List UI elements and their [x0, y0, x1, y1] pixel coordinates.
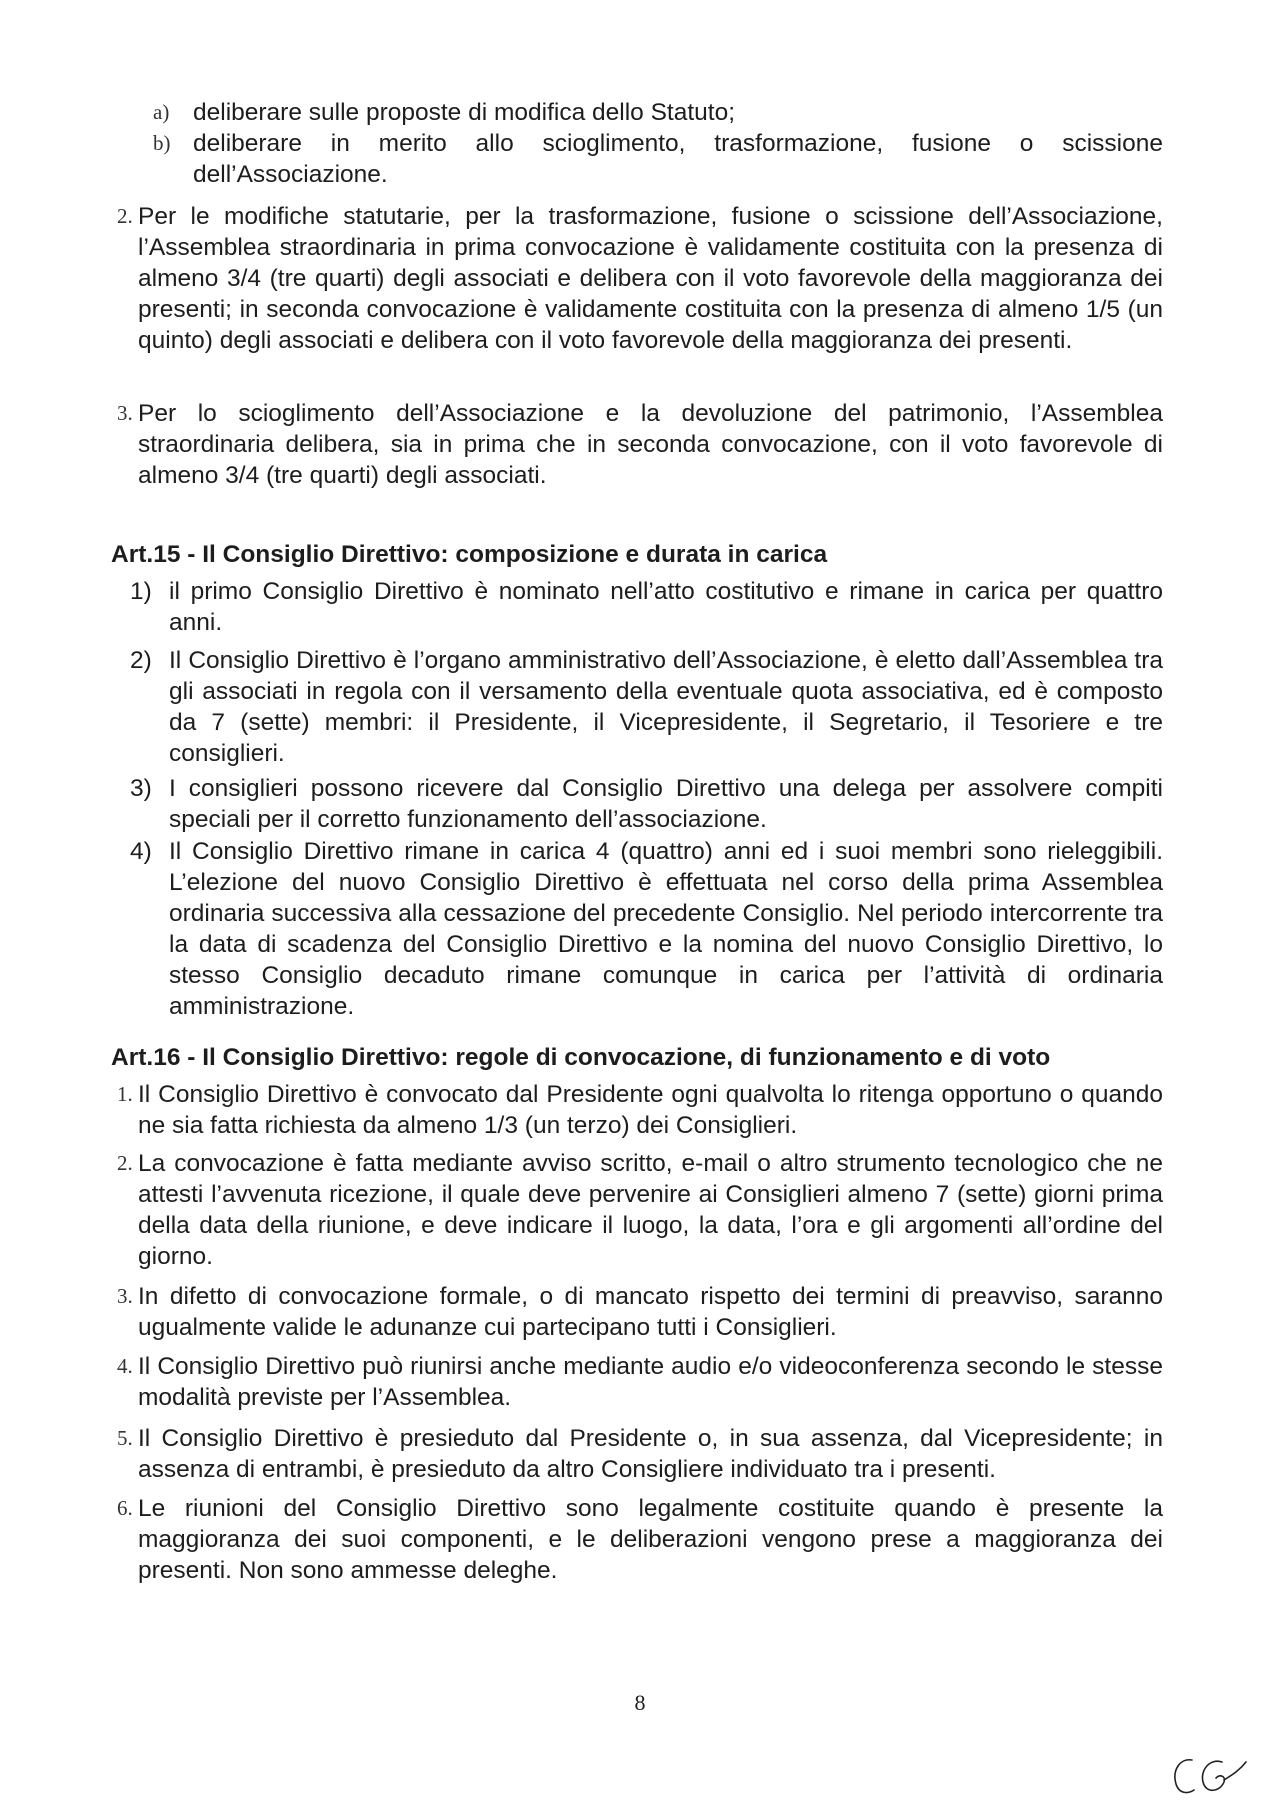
list-marker: 2) [130, 647, 152, 674]
list-item [130, 773, 1163, 835]
list-marker: 4) [130, 838, 152, 865]
section-heading: Art.16 - Il Consiglio Direttivo: regole di convocazione, di funzionamento e di voto [111, 1044, 1051, 1071]
list-item [130, 576, 1163, 638]
list-marker: 3. [117, 401, 133, 425]
list-item-text: La convocazione è fatta mediante avviso scritto, e-mail o altro strumento tecnologico che ne attesti l’avvenuta ricezione, il quale deve pervenire ai Consiglieri almeno 7 (sette) giorni prima della data della riunione, e deve indicare il luogo, la data, l’ora e gli argomenti all’ordine del giorno. [138, 1150, 1163, 1270]
list-item [117, 201, 1163, 356]
list-item [117, 1493, 1163, 1586]
list-item-text: deliberare in merito allo scioglimento, trasformazione, fusione o scissione dell’Associazione. [193, 130, 1163, 188]
list-item [153, 128, 1163, 190]
list-item [117, 1351, 1163, 1413]
list-item-text: In difetto di convocazione formale, o di mancato rispetto dei termini di preavviso, saranno ugualmente valide le adunanze cui partecipano tutti i Consiglieri. [138, 1283, 1163, 1341]
list-marker: 4. [117, 1354, 133, 1378]
list-item-text: Il Consiglio Direttivo è l’organo amministrativo dell’Associazione, è eletto dall’Assemblea tra gli associati in regola con il versamento della eventuale quota associativa, ed è composto da 7 (sette) membri: il Presidente, il Vicepresidente, il Segretario, il Tesoriere e tre consiglieri. [169, 647, 1163, 767]
list-item-text: I consiglieri possono ricevere dal Consiglio Direttivo una delega per assolvere compiti speciali per il corretto funzionamento dell’associazione. [169, 775, 1163, 833]
list-marker: b) [153, 131, 171, 155]
handwritten-initials [1170, 1748, 1250, 1798]
list-marker: 5. [117, 1426, 133, 1450]
list-item-text: Per le modifiche statutarie, per la trasformazione, fusione o scissione dell’Associazione, l’Assemblea straordinaria in prima convocazione è validamente costituita con la presenza di almeno 3/4 (tre quarti) degli associati e delibera con il voto favorevole della maggioranza dei presenti; in seconda convocazione è validamente costituita con la presenza di almeno 1/5 (un quinto) degli associati e delibera con il voto favorevole della maggioranza dei presenti. [138, 203, 1163, 354]
list-item-text: Il Consiglio Direttivo può riunirsi anche mediante audio e/o videoconferenza secondo le stesse modalità previste per l’Assemblea. [138, 1353, 1163, 1411]
list-marker: 3. [117, 1284, 133, 1308]
list-item-text: Per lo scioglimento dell’Associazione e la devoluzione del patrimonio, l’Assemblea straordinaria delibera, sia in prima che in seconda convocazione, con il voto favorevole di almeno 3/4 (tre quarti) degli associati. [138, 400, 1163, 489]
list-marker: 6. [117, 1496, 133, 1520]
list-marker: a) [153, 100, 170, 124]
list-item-text: Il Consiglio Direttivo è convocato dal Presidente ogni qualvolta lo ritenga opportuno o quando ne sia fatta richiesta da almeno 1/3 (un terzo) dei Consiglieri. [138, 1081, 1163, 1139]
list-item [117, 1079, 1163, 1141]
section-heading: Art.15 - Il Consiglio Direttivo: composizione e durata in carica [111, 541, 828, 568]
list-marker: 1. [117, 1082, 133, 1106]
list-item-text: Le riunioni del Consiglio Direttivo sono legalmente costituite quando è presente la maggioranza dei suoi componenti, e le deliberazioni vengono prese a maggioranza dei presenti. Non sono ammesse deleghe. [138, 1495, 1163, 1584]
list-item-text: il primo Consiglio Direttivo è nominato nell’atto costitutivo e rimane in carica per quattro anni. [169, 578, 1163, 636]
list-item [130, 836, 1163, 1022]
list-item [117, 1281, 1163, 1343]
list-marker: 2. [117, 204, 133, 228]
list-item [130, 645, 1163, 769]
list-item [153, 97, 1163, 128]
list-item [117, 398, 1163, 491]
list-item [117, 1148, 1163, 1272]
list-item-text: deliberare sulle proposte di modifica dello Statuto; [193, 99, 736, 126]
list-marker: 2. [117, 1151, 133, 1175]
list-marker: 3) [130, 775, 152, 802]
list-item-text: Il Consiglio Direttivo è presieduto dal Presidente o, in sua assenza, dal Vicepresidente; in assenza di entrambi, è presieduto da altro Consigliere individuato tra i presenti. [138, 1425, 1163, 1483]
list-item [117, 1423, 1163, 1485]
list-marker: 1) [130, 578, 152, 605]
page-number: 8 [634, 1690, 646, 1715]
list-item-text: Il Consiglio Direttivo rimane in carica 4 (quattro) anni ed i suoi membri sono rieleggibili. L’elezione del nuovo Consiglio Direttivo è effettuata nel corso della prima Assemblea ordinaria successiva alla cessazione del precedente Consiglio. Nel periodo intercorrente tra la data di scadenza del Consiglio Direttivo e la nomina del nuovo Consiglio Direttivo, lo stesso Consiglio decaduto rimane comunque in carica per l’attività di ordinaria amministrazione. [169, 838, 1163, 1020]
